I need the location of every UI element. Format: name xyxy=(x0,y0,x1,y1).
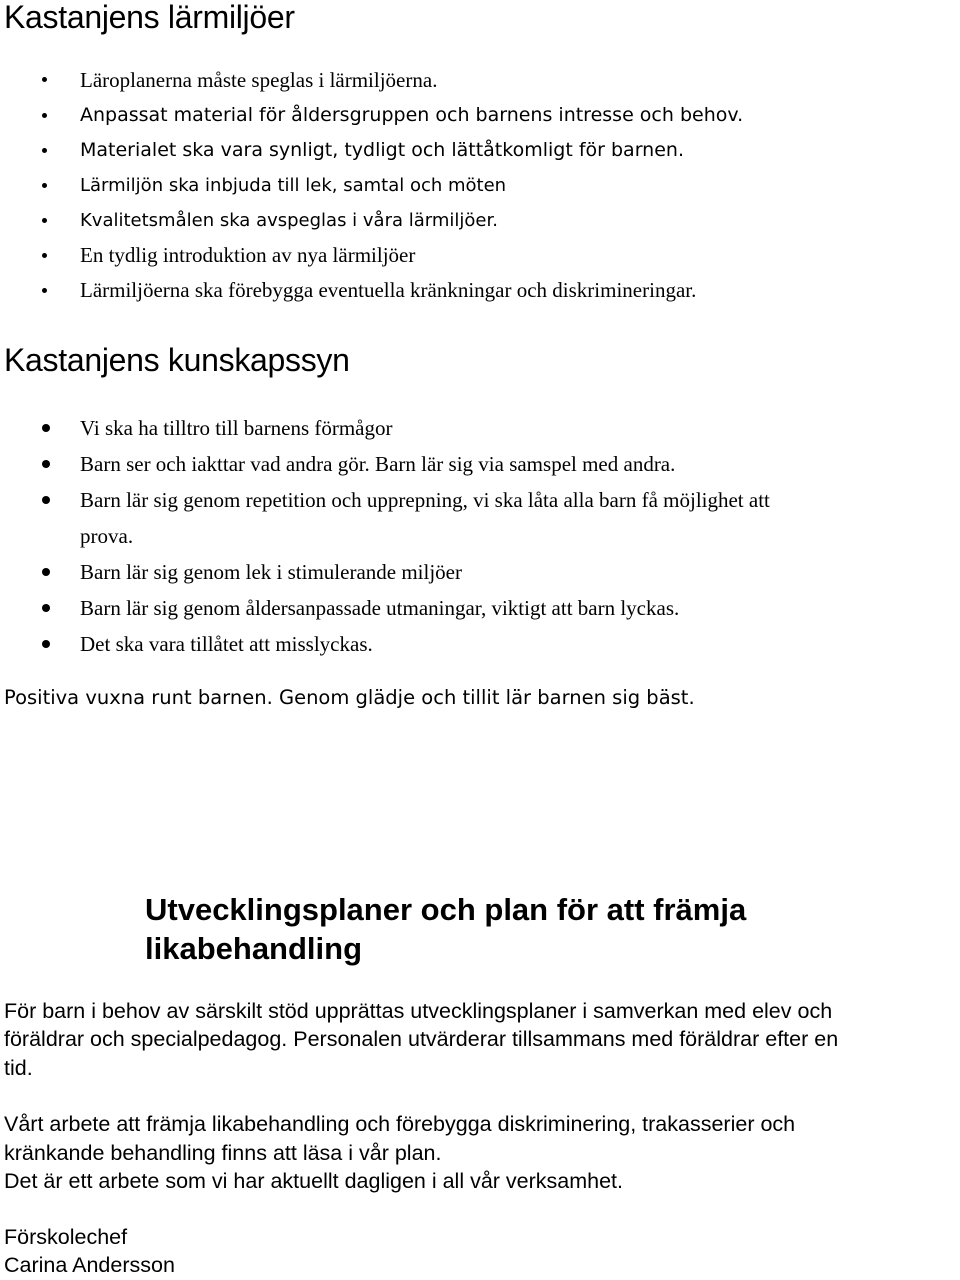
list-item-text: Materialet ska vara synligt, tydligt och lättåtkomligt för barnen. xyxy=(80,139,684,161)
signature-name: Carina Andersson xyxy=(4,1253,175,1277)
list-item-text: En tydlig introduktion av nya lärmiljöer xyxy=(80,243,416,267)
list-item xyxy=(0,238,960,273)
list-item-text: Barn lär sig genom repetition och upprepning, vi ska låta alla barn få möjlighet att xyxy=(80,488,770,512)
kunskapssyn-list xyxy=(0,410,960,662)
list-item-continuation xyxy=(0,518,960,554)
list-item-text: Lärmiljöerna ska förebygga eventuella kränkningar och diskrimineringar. xyxy=(80,278,697,302)
list-item xyxy=(0,446,960,482)
bullet-icon xyxy=(42,183,47,188)
list-item-text: Det ska vara tillåtet att misslyckas. xyxy=(80,632,373,656)
bullet-icon xyxy=(42,288,47,293)
bullet-icon xyxy=(42,424,50,432)
bullet-icon xyxy=(42,460,50,468)
paragraph-line: Vårt arbete att främja likabehandling och förebygga diskriminering, trakasserier och xyxy=(4,1112,796,1136)
bullet-icon xyxy=(42,640,50,648)
list-item xyxy=(0,98,960,133)
signature-title: Förskolechef xyxy=(4,1225,128,1249)
bullet-icon xyxy=(42,496,50,504)
heading-larmiljoer: Kastanjens lärmiljöer xyxy=(4,0,295,35)
list-item xyxy=(0,482,960,518)
bullet-icon xyxy=(42,218,47,223)
heading-kunskapssyn: Kastanjens kunskapssyn xyxy=(4,342,350,378)
list-item xyxy=(0,273,960,308)
list-item xyxy=(0,554,960,590)
bullet-icon xyxy=(42,148,47,153)
list-item xyxy=(0,410,960,446)
list-item xyxy=(0,62,960,98)
heading-utvecklingsplaner-line1: Utvecklingsplaner och plan för att främja xyxy=(145,892,747,927)
larmiljoer-list xyxy=(0,62,960,308)
list-item xyxy=(0,168,960,203)
list-item-text: Läroplanerna måste speglas i lärmiljöerna. xyxy=(80,68,438,92)
list-item-text: Barn lär sig genom åldersanpassade utmaningar, viktigt att barn lyckas. xyxy=(80,596,680,620)
bullet-icon xyxy=(42,253,47,258)
bullet-icon xyxy=(42,113,47,118)
heading-utvecklingsplaner-line2: likabehandling xyxy=(145,931,363,966)
bullet-icon xyxy=(42,568,50,576)
bullet-icon xyxy=(42,604,50,612)
list-item-text: Lärmiljön ska inbjuda till lek, samtal och möten xyxy=(80,175,507,196)
list-item-text: Anpassat material för åldersgruppen och barnens intresse och behov. xyxy=(80,104,744,126)
paragraph-line: För barn i behov av särskilt stöd upprättas utvecklingsplaner i samverkan med elev och xyxy=(4,999,833,1023)
list-item xyxy=(0,203,960,238)
closing-statement: Positiva vuxna runt barnen. Genom glädje och tillit lär barnen sig bäst. xyxy=(4,686,695,709)
list-item xyxy=(0,626,960,662)
bullet-icon xyxy=(42,77,47,82)
list-item xyxy=(0,590,960,626)
paragraph-line: kränkande behandling finns att läsa i vår plan. xyxy=(4,1141,442,1165)
list-item-text: Barn ser och iakttar vad andra gör. Barn lär sig via samspel med andra. xyxy=(80,452,676,476)
paragraph-line: föräldrar och specialpedagog. Personalen utvärderar tillsammans med föräldrar efter en xyxy=(4,1027,839,1051)
list-item-text: Barn lär sig genom lek i stimulerande miljöer xyxy=(80,560,462,584)
list-item xyxy=(0,133,960,168)
paragraph-line: Det är ett arbete som vi har aktuellt dagligen i all vår verksamhet. xyxy=(4,1169,624,1193)
list-item-text: prova. xyxy=(80,524,134,548)
paragraph-line: tid. xyxy=(4,1056,33,1080)
list-item-text: Kvalitetsmålen ska avspeglas i våra lärmiljöer. xyxy=(80,210,498,231)
list-item-text: Vi ska ha tilltro till barnens förmågor xyxy=(80,416,393,440)
